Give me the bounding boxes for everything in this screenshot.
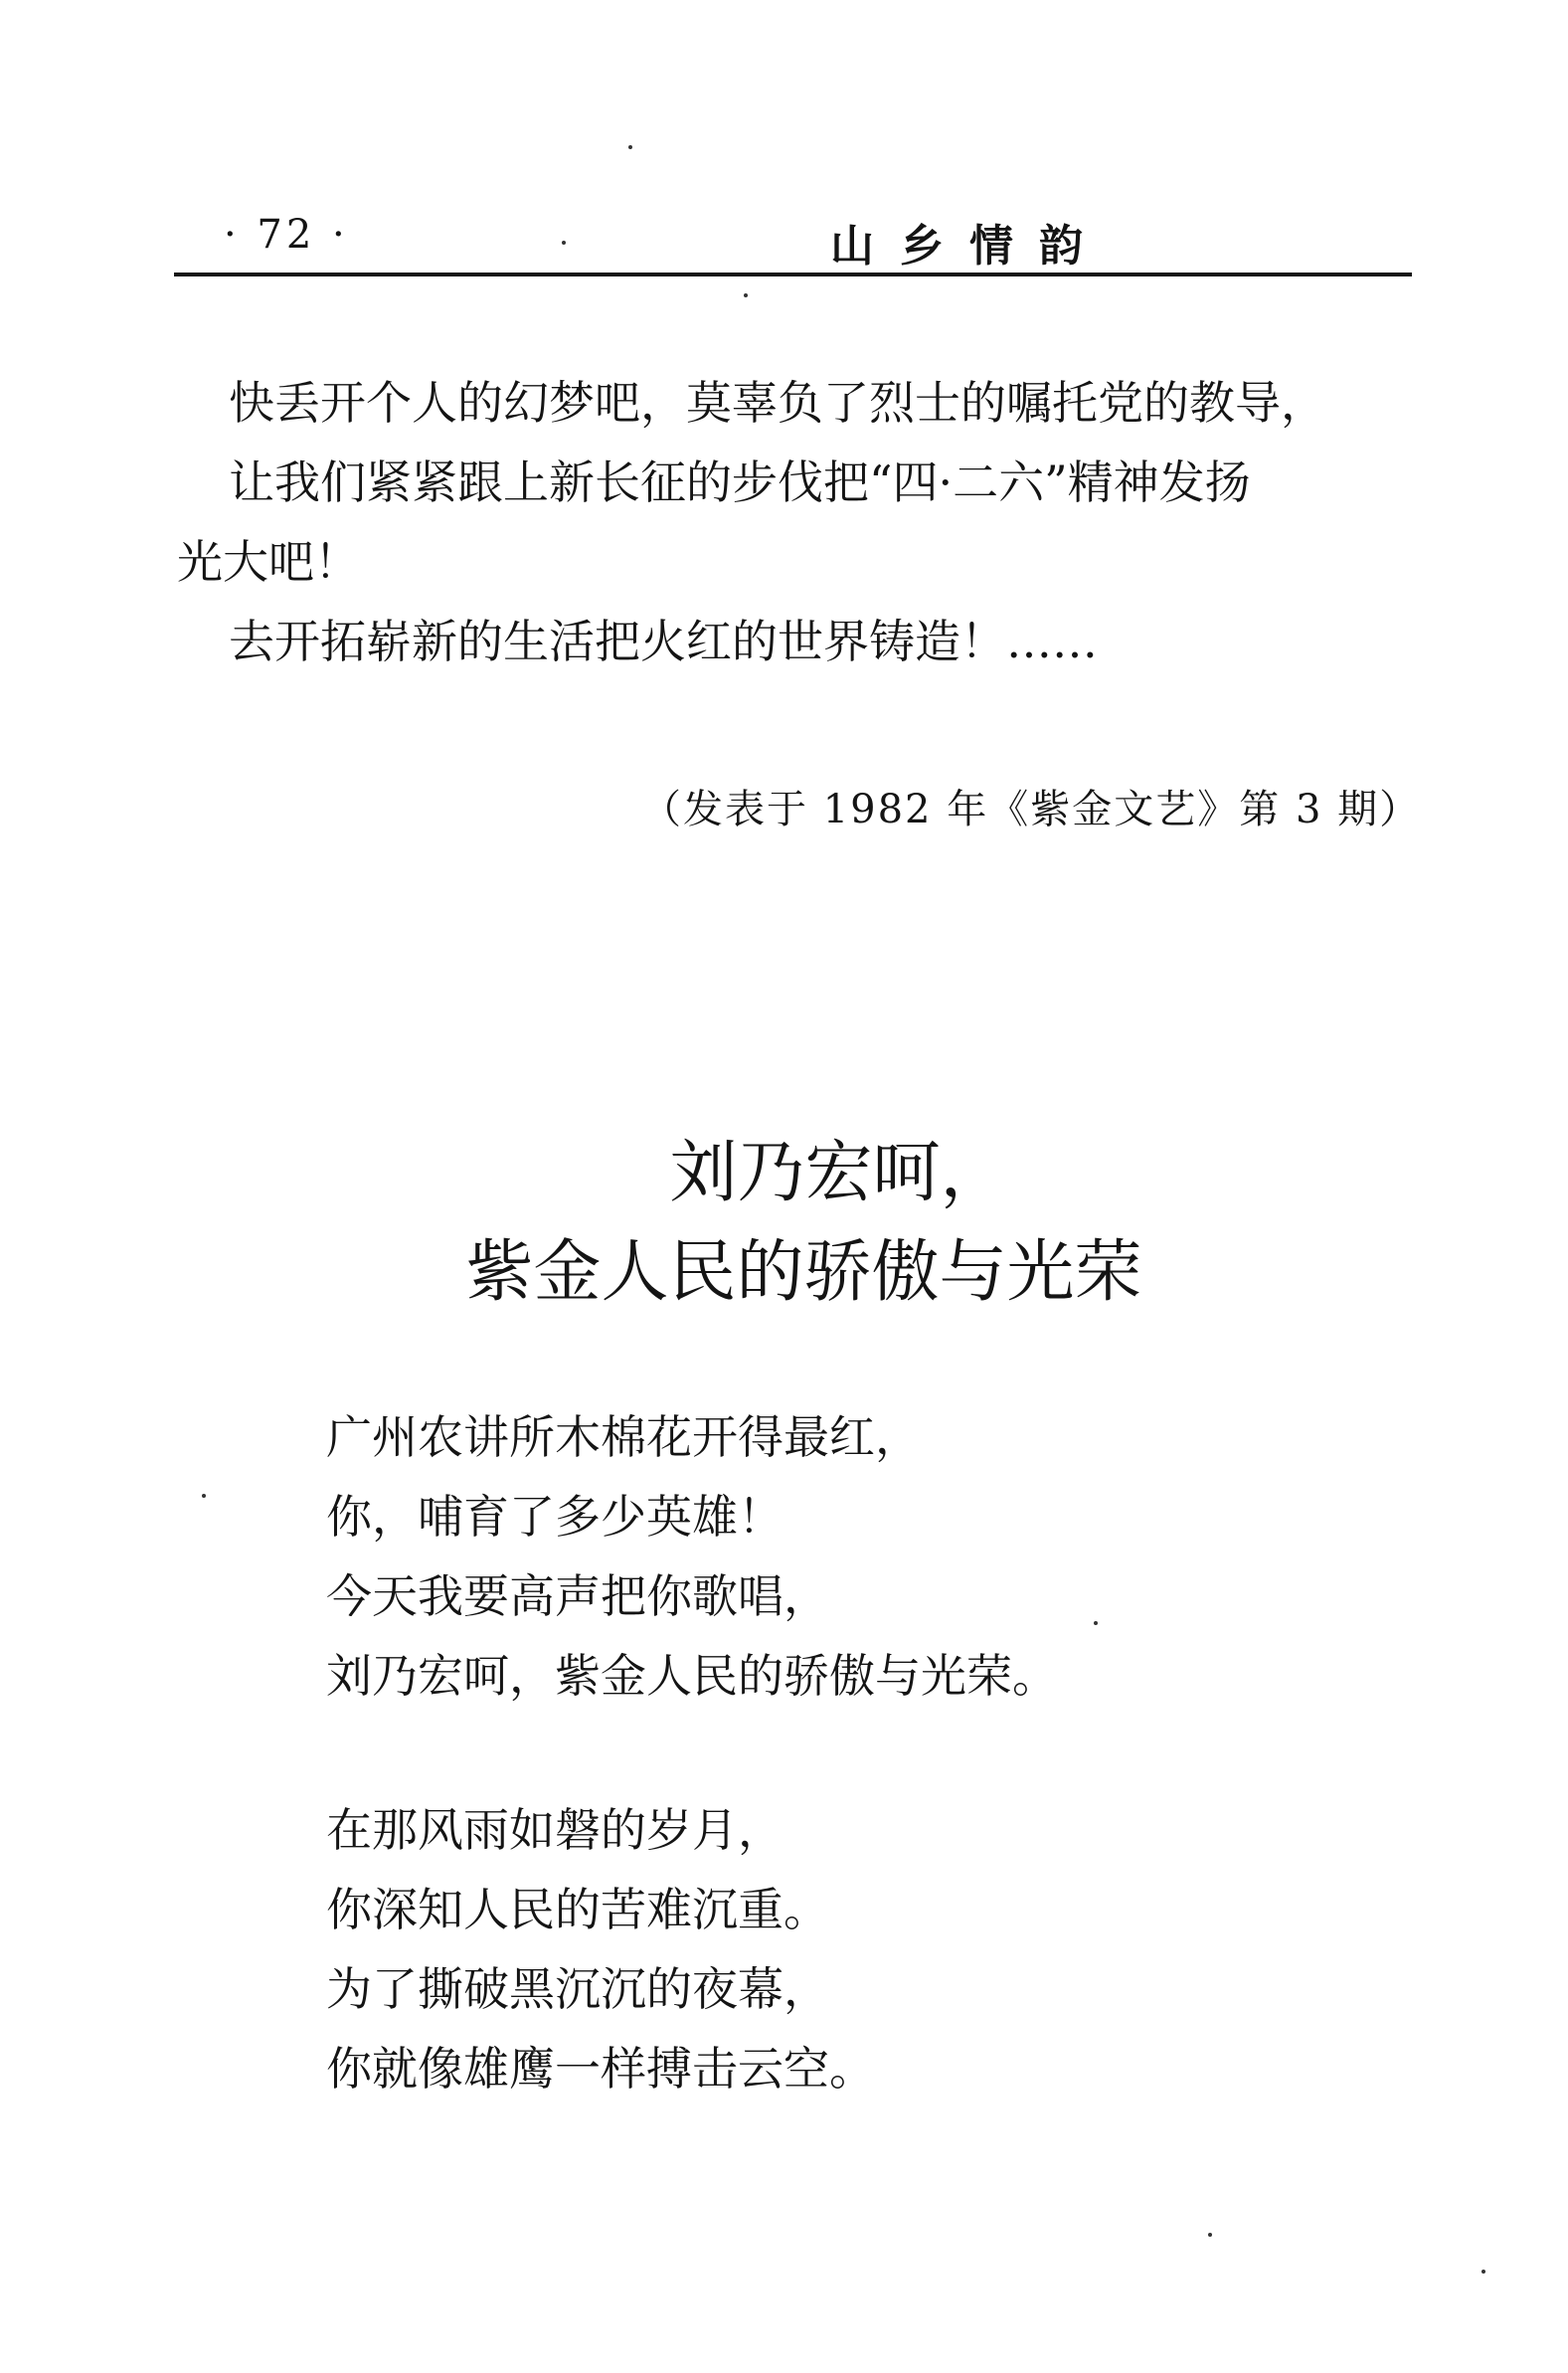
poem-title-line-2: 紫金人民的骄傲与光荣	[465, 1233, 1142, 1312]
poem-line: 在那风雨如磐的岁月，	[326, 1803, 784, 1857]
scan-speck	[1094, 1621, 1098, 1625]
header-rule	[174, 273, 1412, 276]
poem-line: 今天我要高声把你歌唱，	[326, 1569, 829, 1623]
poem-line: 光大吧！	[177, 535, 360, 589]
scan-speck	[202, 1494, 206, 1498]
poem-line: 快丢开个人的幻梦吧，莫辜负了烈士的嘱托党的教导，	[229, 376, 1326, 430]
stanza-2	[326, 1790, 875, 2108]
scan-speck	[562, 241, 566, 245]
poem-line: 去开拓崭新的生活把火红的世界铸造！……	[229, 615, 1098, 668]
running-title: 山乡情韵	[830, 221, 1109, 272]
scan-speck	[744, 293, 748, 297]
poem-title	[0, 1124, 1568, 1323]
poem-line: 刘乃宏呵，紫金人民的骄傲与光荣。	[326, 1649, 1058, 1703]
publication-note: （发表于 1982 年《紫金文艺》第 3 期）	[641, 787, 1422, 832]
poem-line: 让我们紧紧跟上新长征的步伐把“四·二六”精神发扬	[229, 456, 1251, 509]
page-number: · 72 ·	[224, 212, 349, 258]
stanza-1	[326, 1397, 1058, 1716]
poem-line: 你深知人民的苦难沉重。	[326, 1883, 829, 1936]
poem-line: 你就像雄鹰一样搏击云空。	[326, 2042, 875, 2096]
scan-speck	[1481, 2270, 1485, 2274]
poem-line: 你，哺育了多少英雄！	[326, 1490, 784, 1544]
running-header	[174, 204, 1412, 274]
scan-speck	[628, 145, 632, 149]
previous-poem-ending	[177, 363, 1415, 681]
poem-line: 为了撕破黑沉沉的夜幕，	[326, 1962, 829, 2016]
poem-line: 广州农讲所木棉花开得最红，	[326, 1410, 921, 1464]
poem-title-line-1: 刘乃宏呵，	[669, 1134, 1008, 1212]
scan-speck	[1208, 2233, 1212, 2237]
